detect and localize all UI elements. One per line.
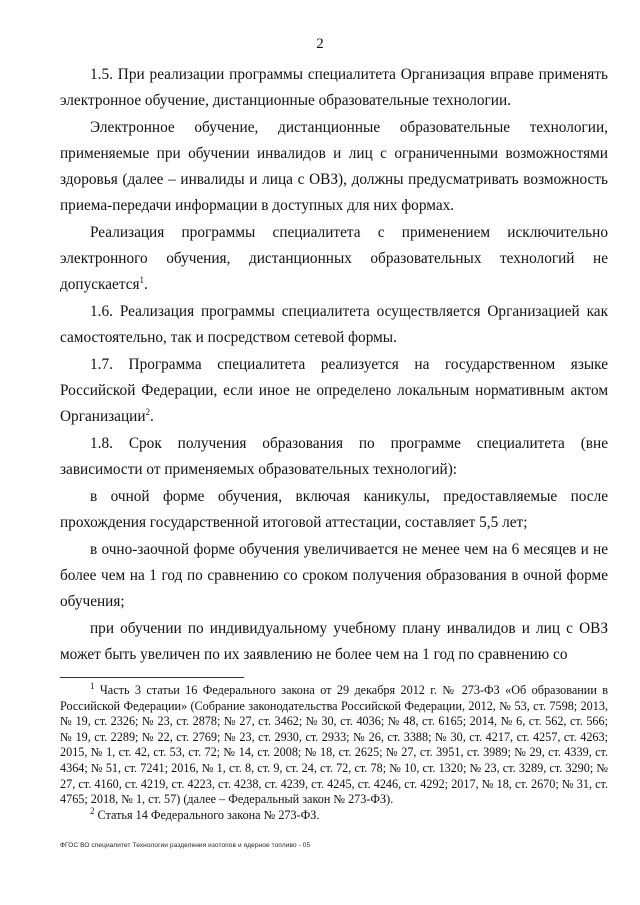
footnote-1-text: Часть 3 статьи 16 Федерального закона от 29 декабря 2012 г. № 273-ФЗ «Об образовании в Российской Федерации» (Собрание законодательства Российской Федерации, 2012, № 53, ст. 7598; 2013, № 19, ст. 2326; № 23, ст. 2878; № 27, ст. 3462; № 30, ст. 4036; № 48, ст. 6165; 2014, № 6, ст. 562, ст. 566; № 19, ст. 2289; № 22, ст. 2769; № 23, ст. 2930, ст. 2933; № 26, ст. 3388; № 30, ст. 4217, ст. 4257, ст. 4263; 2015, № 1, ст. 42, ст. 53, ст. 72; № 14, ст. 2008; № 18, ст. 2625; № 27, ст. 3951, ст. 3989; № 29, ст. 4339, ст. 4364; № 51, ст. 7241; 2016, № 1, ст. 8, ст. 9, ст. 24, ст. 72, ст. 78; № 10, ст. 1320; № 23, ст. 3289, ст. 3290; № 27, ст. 4160, ст. 4219, ст. 4223, ст. 4238, ст. 4239, ст. 4245, ст. 4246, ст. 4292; 2017, № 18, ст. 2670; № 31, ст. 4765; 2018, № 1, ст. 57) (далее – Федеральный закон № 273-ФЗ). [60,683,608,807]
paragraph-exclusive-e-learning [60,220,608,298]
footnote-1-marker: 1 [90,680,95,691]
footnote-1 [60,680,608,808]
paragraph-1-6: 1.6. Реализация программы специалитета осуществляется Организацией как самостоятельно, так и посредством сетевой формы. [60,303,608,346]
footnote-divider [60,677,244,678]
document-body [60,62,608,668]
paragraph-1-8: 1.8. Срок получения образования по программе специалитета (вне зависимости от применяемых образовательных технологий): [60,435,608,478]
page-number: 2 [316,36,324,52]
paragraph-full-time: в очной форме обучения, включая каникулы, предоставляемые после прохождения государственной итоговой аттестации, составляет 5,5 лет; [60,488,608,531]
paragraph-part-time: в очно-заочной форме обучения увеличивается не менее чем на 6 месяцев и не более чем на 1 год по сравнению со сроком получения образования в очной форме обучения; [60,541,608,610]
paragraph-1-7 [60,352,608,430]
footnote-ref-1: 1 [139,274,145,285]
paragraph-e-learning-ovz: Электронное обучение, дистанционные образовательные технологии, применяемые при обучении инвалидов и лиц с ограниченными возможностями здоровья (далее – инвалиды и лица с ОВЗ), должны предусматривать возможность приема-передачи информации в доступных для них формах. [60,119,608,214]
footer-document-mark: ФГОС ВО специалитет Технологии разделения изотопов и ядерное топливо - 05 [60,842,311,849]
footnote-2 [60,805,608,824]
paragraph-exclusive-e-learning-end: . [144,276,148,293]
paragraph-1-7-end: . [150,408,154,425]
footnote-2-marker: 2 [90,805,95,816]
paragraph-1-7-text: 1.7. Программа специалитета реализуется на государственном языке Российской Федерации, если иное не определено локальным нормативным актом Организации [60,356,608,425]
paragraph-individual-plan: при обучении по индивидуальному учебному плану инвалидов и лиц с ОВЗ может быть увеличен по их заявлению не более чем на 1 год по сравнению со [60,620,608,663]
paragraph-exclusive-e-learning-text: Реализация программы специалитета с применением исключительно электронного обучения, дистанционных образовательных технологий не допускается [60,224,608,293]
paragraph-1-5: 1.5. При реализации программы специалитета Организация вправе применять электронное обучение, дистанционные образовательные технологии. [60,66,608,109]
footnote-2-text: Статья 14 Федерального закона № 273-ФЗ. [94,807,320,822]
footnote-ref-2: 2 [145,406,151,417]
footnotes [60,680,608,823]
